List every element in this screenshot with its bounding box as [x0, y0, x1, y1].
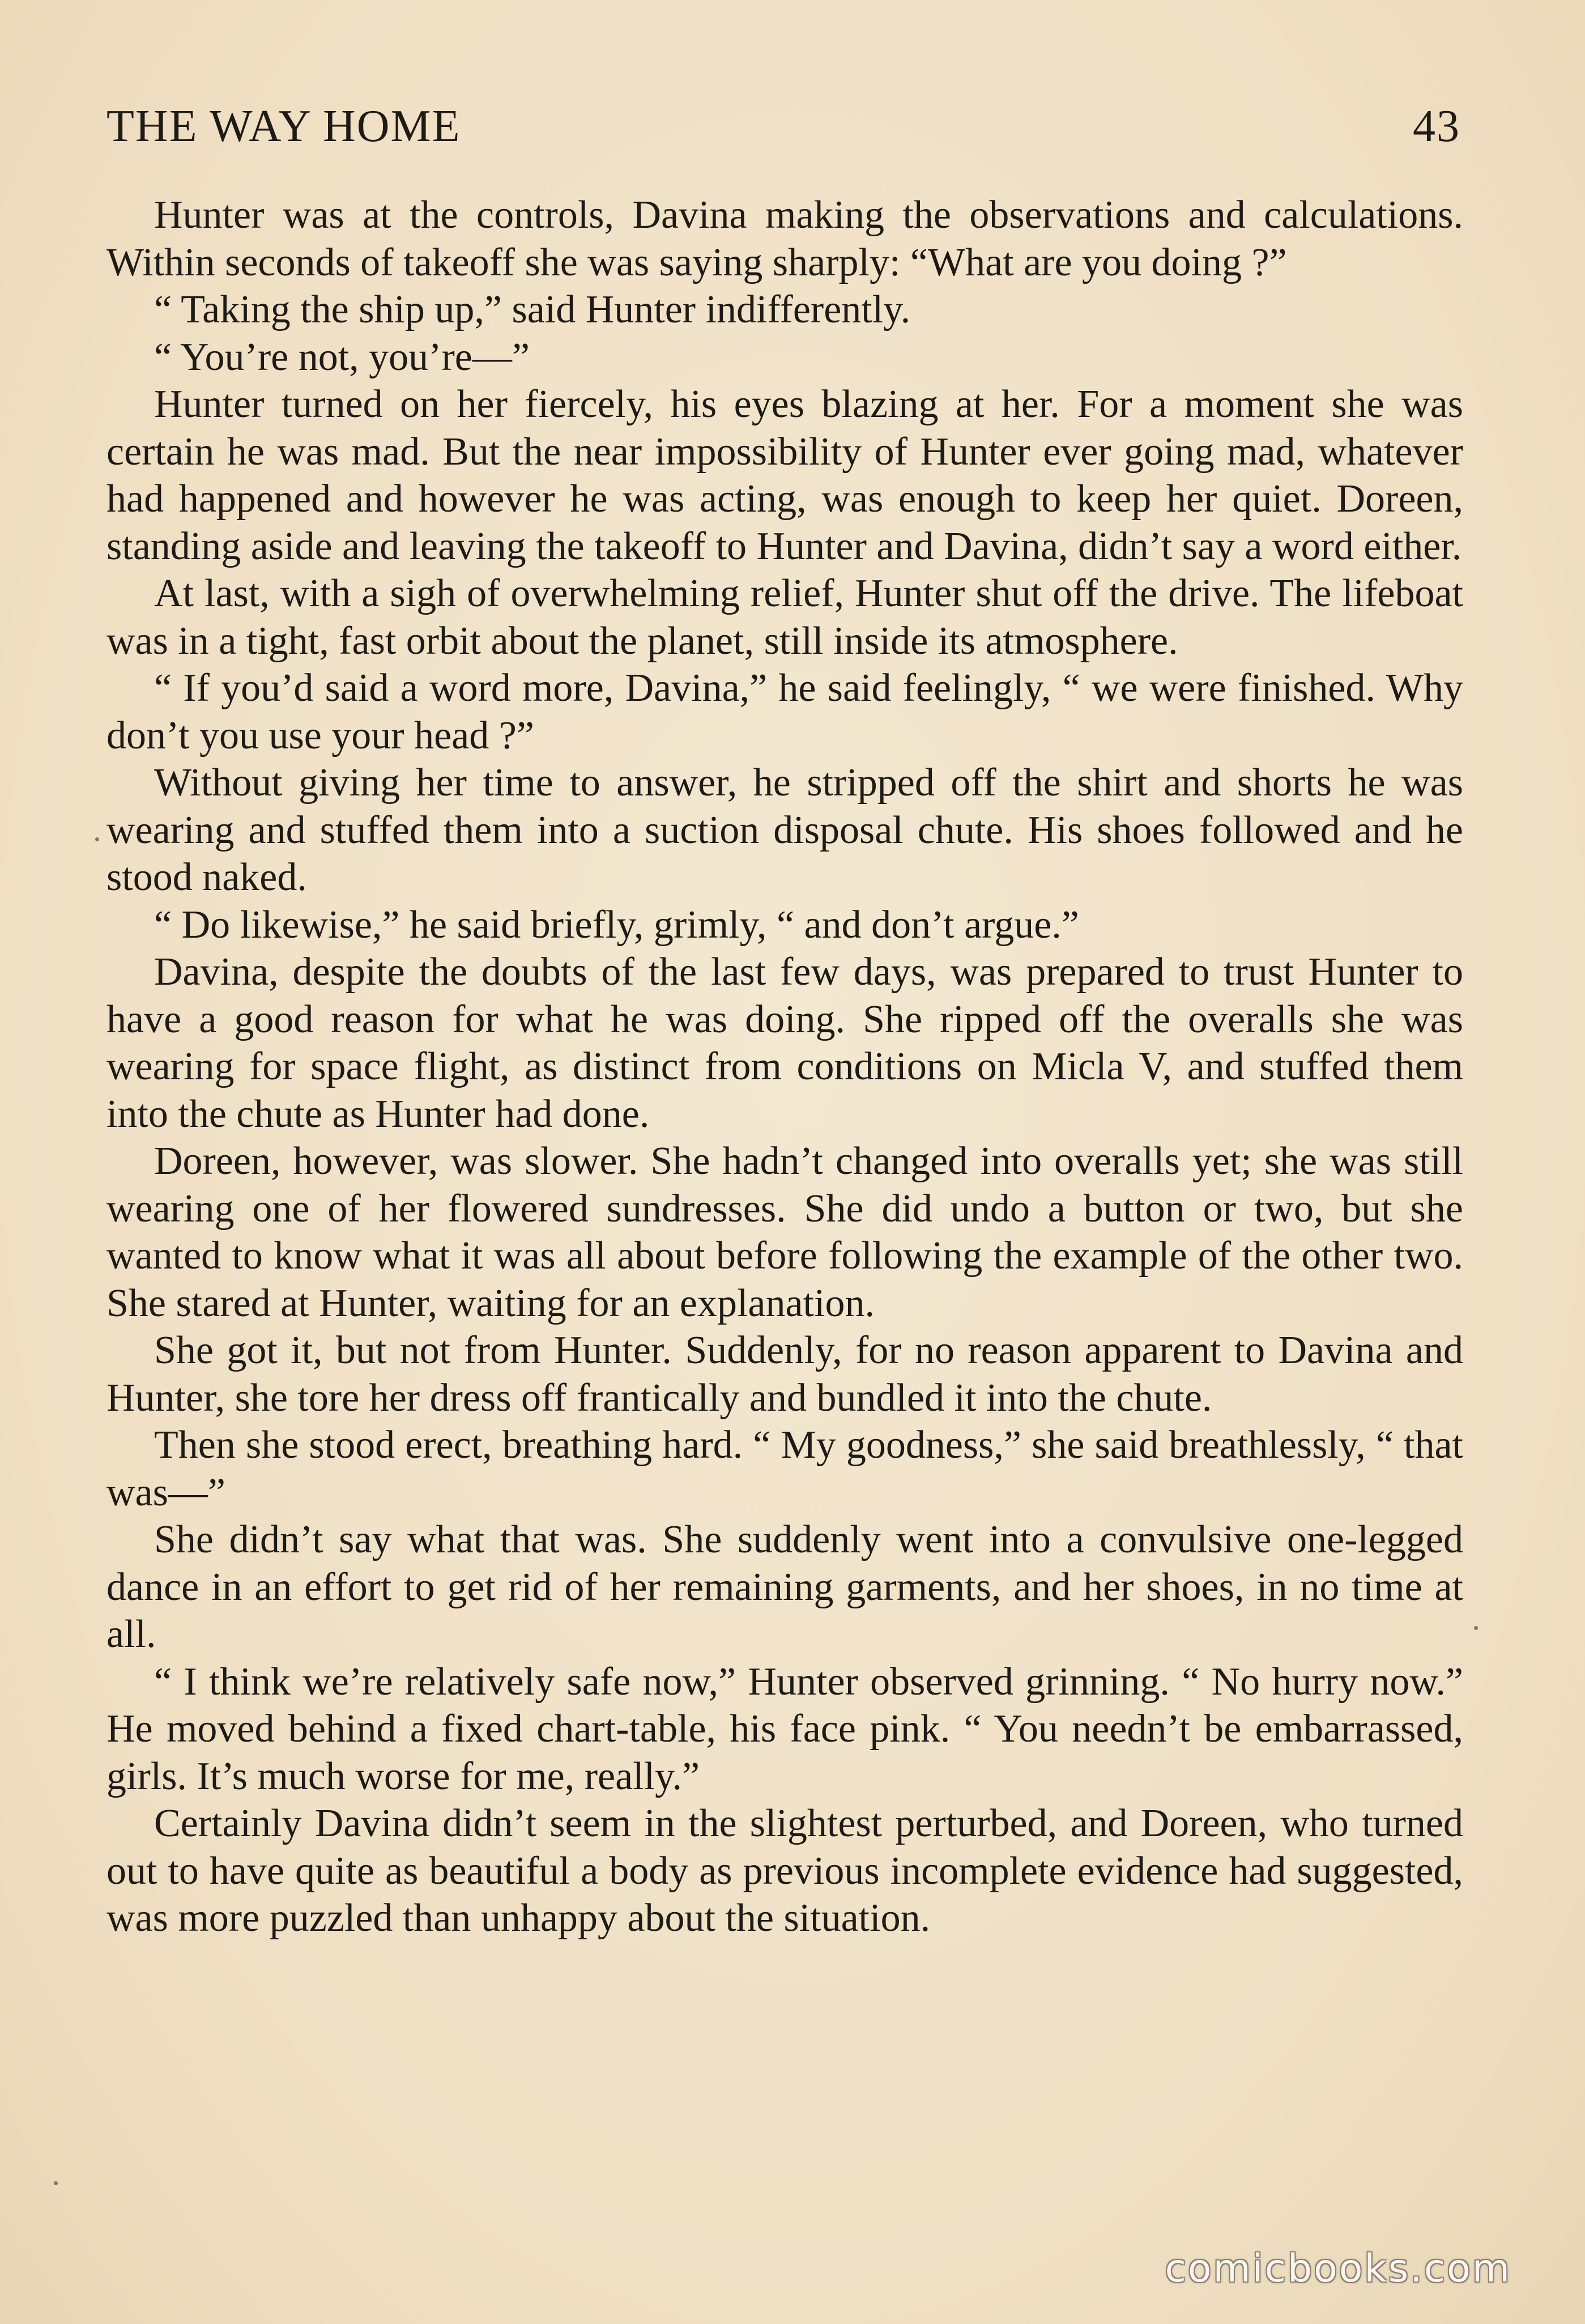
paragraph: At last, with a sigh of overwhelming relief, Hunter shut off the drive. The lifeboat was in a tight, fast orbit about the planet, still inside its atmosphere. [106, 572, 1463, 663]
paragraph: Hunter turned on her fiercely, his eyes blazing at her. For a moment she was certain he was mad. But the near impossibility of Hunter ever going mad, whatever had happened and however he was acting, was enough to keep her quiet. Doreen, standing aside and leaving the takeoff to Hunter and Davina, didn’t say a word either. [106, 382, 1463, 568]
paragraph: “ Do likewise,” he said briefly, grimly, “ and don’t argue.” [154, 903, 1079, 947]
paragraph: “ I think we’re relatively safe now,” Hunter observed grinning. “ No hurry now.” He moved behind a fixed chart-table, his face pink. “ You needn’t be embarrassed, girls. It’s much worse for me, really.” [106, 1659, 1463, 1798]
paragraph: She got it, but not from Hunter. Suddenly, for no reason apparent to Davina and Hunter, she tore her dress off frantically and bundled it into the chute. [106, 1329, 1463, 1420]
page-header [106, 101, 1460, 163]
paragraph: Then she stood erect, breathing hard. “ My goodness,” she said breathlessly, “ that was—” [106, 1423, 1463, 1514]
paragraph: “ You’re not, you’re—” [154, 335, 530, 379]
print-speck [54, 2181, 58, 2185]
watermark: comicbooks.com [1165, 2246, 1511, 2291]
running-head: THE WAY HOME [106, 101, 461, 151]
paragraph: Davina, despite the doubts of the last few days, was prepared to trust Hunter to have a good reason for what he was doing. She ripped off the overalls she was wearing for space flight, as distinct from conditions on Micla V, and stuffed them into the chute as Hunter had done. [106, 950, 1463, 1136]
body-text [106, 191, 1463, 1942]
paragraph: Without giving her time to answer, he stripped off the shirt and shorts he was wearing and stuffed them into a suction disposal chute. His shoes followed and he stood naked. [106, 761, 1463, 899]
paragraph: She didn’t say what that was. She suddenly went into a convulsive one-legged dance in an effort to get rid of her remaining garments, and her shoes, in no time at all. [106, 1518, 1463, 1656]
paragraph: Hunter was at the controls, Davina making the observations and calculations. Within seconds of takeoff she was saying sharply: “What are you doing ?” [106, 193, 1463, 284]
paragraph: “ Taking the ship up,” said Hunter indifferently. [154, 288, 911, 331]
paragraph: Certainly Davina didn’t seem in the slightest perturbed, and Doreen, who turned out to have quite as beautiful a body as previous incomplete evidence had suggested, was more puzzled than unhappy about the situation. [106, 1802, 1463, 1940]
page-number: 43 [1413, 101, 1460, 151]
print-speck [95, 837, 99, 841]
print-speck [1474, 1626, 1478, 1630]
paragraph: “ If you’d said a word more, Davina,” he said feelingly, “ we were finished. Why don’t you use your head ?” [106, 666, 1463, 757]
paragraph: Doreen, however, was slower. She hadn’t changed into overalls yet; she was still wearing one of her flowered sundresses. She did undo a button or two, but she wanted to know what it was all about before following the example of the other two. She stared at Hunter, waiting for an explanation. [106, 1139, 1463, 1325]
